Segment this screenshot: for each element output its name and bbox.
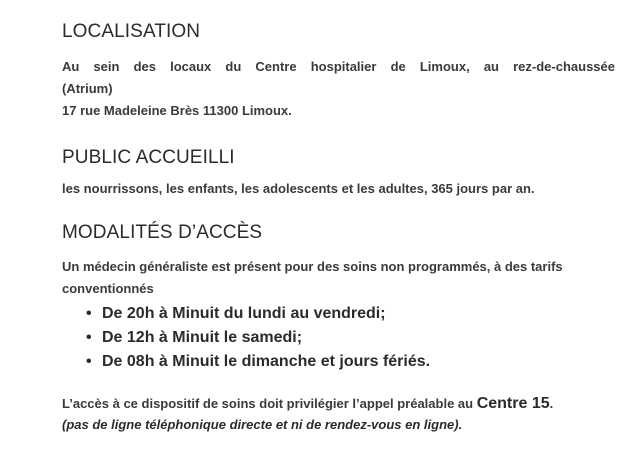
opening-slot-weekday: De 20h à Minuit du lundi au vendredi;: [102, 305, 386, 322]
localisation-address: 17 rue Madeleine Brès 11300 Limoux.: [62, 103, 292, 118]
bullet-icon: •: [86, 305, 92, 322]
bullet-icon: •: [86, 353, 92, 370]
localisation-line-2: (Atrium): [62, 81, 113, 96]
modalites-text: Un médecin généraliste est présent pour des soins non programmés, à des tarifs conventionnés: [62, 259, 563, 296]
centre-15-label: Centre 15: [476, 395, 550, 412]
bullet-icon: •: [86, 329, 92, 346]
access-text: [62, 393, 622, 415]
opening-slot-sunday: De 08h à Minuit le dimanche et jours fériés.: [102, 353, 431, 370]
list-item: [86, 302, 430, 326]
access-note: (pas de ligne téléphonique directe et ni de rendez-vous en ligne).: [62, 417, 463, 432]
access-sentence: L’accès à ce dispositif de soins doit privilégier l’appel préalable au: [62, 396, 477, 411]
localisation-line-1: Au sein des locaux du Centre hospitalier de Limoux, au rez-de-chaussée: [62, 59, 615, 74]
localisation-text: [62, 56, 615, 122]
public-text: les nourrissons, les enfants, les adolescents et les adultes, 365 jours par an.: [62, 181, 535, 196]
list-item: [86, 350, 430, 374]
localisation-heading: LOCALISATION: [62, 21, 201, 42]
list-item: [86, 326, 430, 350]
opening-hours-list: [86, 302, 430, 374]
public-heading: PUBLIC ACCUEILLI: [62, 147, 235, 168]
access-end: .: [549, 396, 554, 411]
opening-slot-saturday: De 12h à Minuit le samedi;: [102, 329, 303, 346]
modalites-heading: MODALITÉS D’ACCÈS: [62, 222, 263, 243]
